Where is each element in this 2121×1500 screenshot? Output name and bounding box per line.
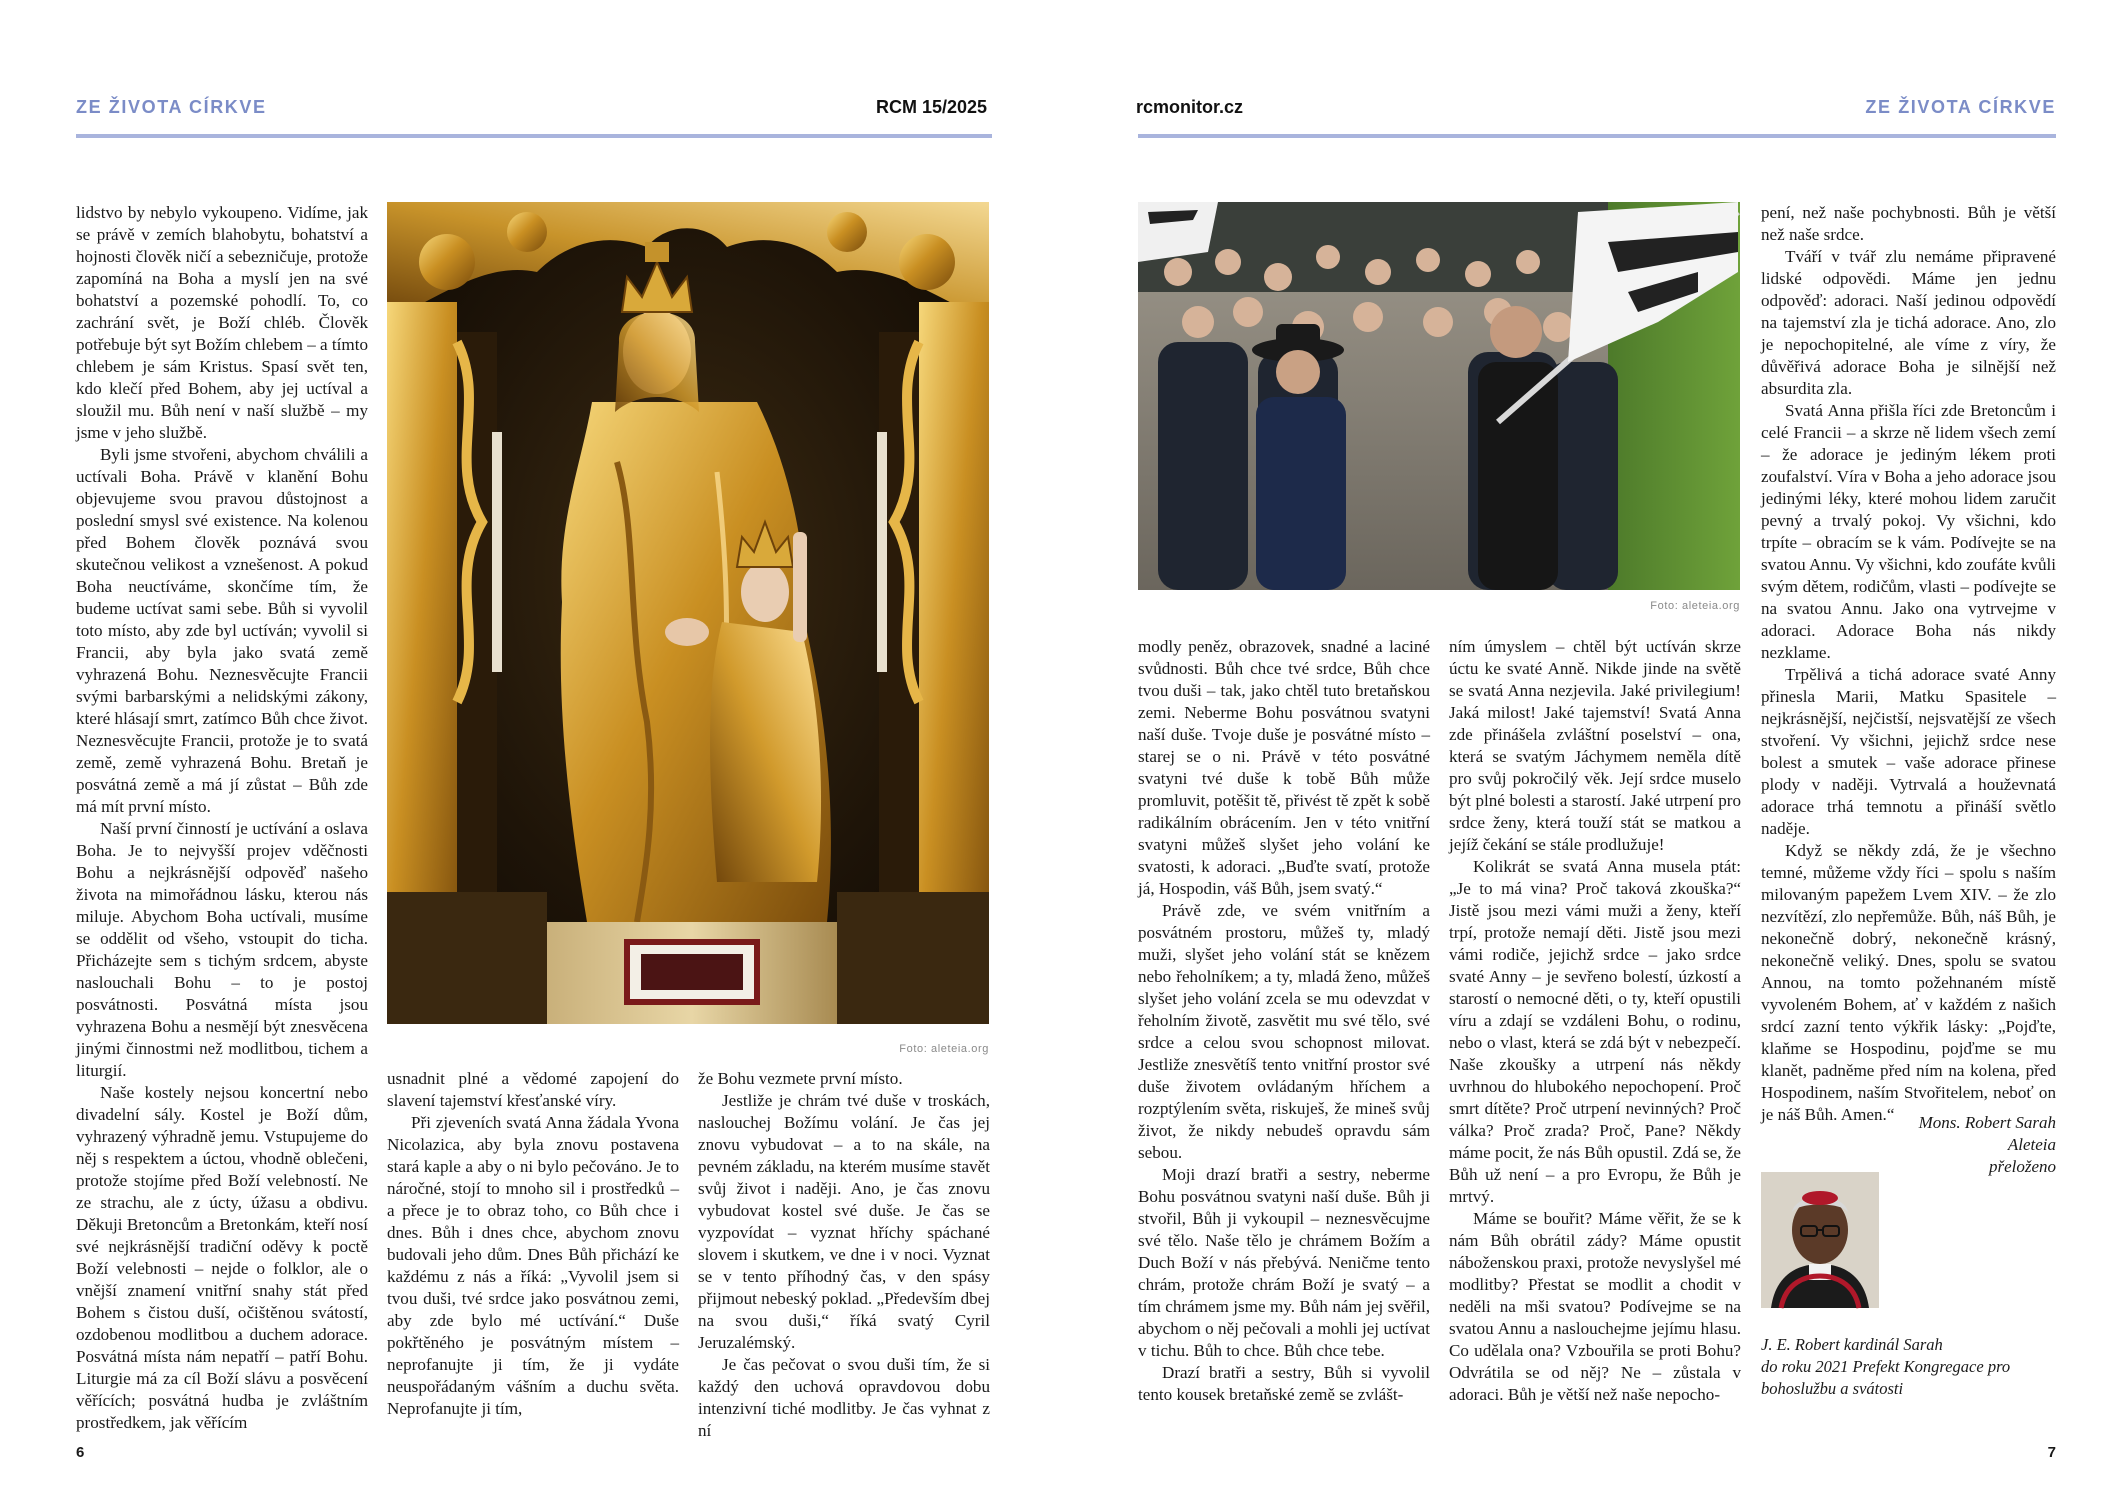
- statue-photo: [387, 202, 989, 1024]
- paragraph: Právě zde, ve svém vnitřním a posvátném prostoru, můžeš ty, mladý muži, slyšet jeho volání stát se knězem nebo řeholníkem; a ty, mladá ženo, můžeš slyšet jeho volání zcela se mu odevzdat v řeholním životě, zasvětit mu své tělo, své srdce a celou svou schopnost milovat. Jestliže znesvětíš tento vnitřní prostor své duše životem ovládaným hříchem a rozptýlením světa, riskuješ, že mineš svůj život, že nikdy nebudeš opravdu sám sebou.: [1138, 901, 1430, 1162]
- paragraph: Tváří v tvář zlu nemáme připravené lidské odpovědi. Máme jen jednu odpověď: adoraci. Naší jedinou odpovědí na tajemství zla je tichá adorace. Ano, zlo je nepochopitelné, ale víme z víry, že důvěřivá adorace Boha je silnější než absurdita zla.: [1761, 247, 2056, 398]
- signature-author: Mons. Robert Sarah: [1918, 1113, 2056, 1132]
- pilgrims-photo-illustration: [1138, 202, 1740, 590]
- header-rule-left: [76, 134, 992, 138]
- pilgrims-photo: [1138, 202, 1740, 590]
- author-portrait-illustration: [1761, 1172, 1879, 1308]
- paragraph: Moji drazí bratři a sestry, neberme Bohu posvátnou svatyni naší duše. Bůh ji stvořil, Bůh ji vykoupil – neznesvěcujme své tělo. Naše tělo je chrámem Božím a Duch Boží v nás přebývá. Neničme tento chrám, protože chrám Boží je svatý – a tím chrámem jsme my. Bůh nám jej svěřil, abychom o něj pečovali a mohli jej uctívat v tichu. Bůh to chce. Bůh chce tebe.: [1138, 1165, 1430, 1360]
- signature-source: Aleteia: [2007, 1135, 2056, 1154]
- section-title-left: ZE ŽIVOTA CÍRKVE: [76, 97, 267, 117]
- text-column-3: [698, 1068, 990, 1440]
- photo-credit-statue: Foto: aleteia.org: [899, 1043, 989, 1055]
- paragraph: Je čas pečovat o svou duši tím, že si každý den uchová opravdovou dobu intenzivní tiché modlitby. Je čas vyhnat z ní: [698, 1355, 990, 1440]
- paragraph: Když se někdy zdá, že je všechno temné, můžeme vždy říci – spolu s naším milovaným papežem Lvem XIV. – že zlo nezvítězí, zlo nepřemůže. Bůh, náš Bůh, je nekonečně dobrý, nekonečně krásný, nekonečně veliký. Dnes, spolu se svatou Annou, na tomto požehnaném místě vyvoleném Bohem, ať v každém z našich srdcí zazní tento výkřik lásky: „Pojďte, klaňme se Hospodinu, pojďme se mu klanět, padněme před ním na kolena, před Hospodinem, naším Stvořitelem, neboť on je náš Bůh. Amen.“: [1761, 841, 2056, 1124]
- paragraph: Máme se bouřit? Máme věřit, že se k nám Bůh obrátil zády? Máme opustit náboženskou praxi, protože nevyslyšel mé modlitby? Přestat se modlit a chodit v neděli na mši svatou? Podívejme se na svatou Annu a naslouchejme jejímu hlasu. Co udělala ona? Vzbouřila se proti Bohu? Odvrátila se od něj? Ne – zůstala v adoraci. Bůh je větší než naše nepocho-: [1449, 1209, 1741, 1404]
- paragraph: pení, než naše pochybnosti. Bůh je větší než naše srdce.: [1761, 203, 2056, 244]
- header-rule-right: [1138, 134, 2056, 138]
- text-column-1: [76, 202, 368, 1432]
- text-column-4: [1138, 636, 1430, 1404]
- paragraph: Naše kostely nejsou koncertní nebo divadelní sály. Kostel je Boží dům, vyhrazený výhradně jemu. Vstupujeme do něj s respektem a úctou, vhodně oblečeni, protože stojíme před Boží velebností. Ne ze strachu, ale z úcty, úžasu a obdivu. Děkuji Bretoncům a Bretonkám, kteří nosí své nejkrásnější tradiční oděvy k poctě Boží velebnosti – nejde o folklor, ale o vnější znamení vnitřní snahy stát před Bohem s čistou duší, očištěnou svátostí, ozdobenou modlitbou a duchem adorace. Posvátná místa nám nepatří – patří Bohu. Liturgie má za cíl Boží slávu a posvěcení věřících; posvátná hudba je zvláštním prostředkem, jak věřícím: [76, 1083, 368, 1432]
- text-column-2: [387, 1068, 679, 1418]
- statue-photo-illustration: [387, 202, 989, 1024]
- paragraph: Svatá Anna přišla říci zde Bretoncům i celé Francii – a skrze ně lidem všech zemí – že adorace je jediným lékem proti zoufalství. Víra v Boha a jeho adorace jsou jedinými léky, které mohou lidem zaručit pevný a trvalý pokoj. Vy všichni, kdo trpíte – obracím se k vám. Podívejte se na svatou Annu. Vy všichni, kdo zoufáte kvůli svým dětem, rodičům, vlasti – podívejte se na svatou Annu. Jako ona vytrvejme v adoraci. Adorace Boha nás nikdy nezklame.: [1761, 401, 2056, 662]
- page-number-left: 6: [76, 1444, 85, 1461]
- paragraph: Kolikrát se svatá Anna musela ptát: „Je to má vina? Proč taková zkouška?“ Jistě jsou mezi vámi muži a ženy, kteří trpí, protože nemají děti. Jistě jsou mezi vámi rodiče, jejichž srdce – jako srdce svaté Anny – je sevřeno bolestí, úzkostí a starostí o nemocné děti, o ty, kteří opustili víru a zdají se vzdáleni Bohu, o rodinu, nebo o vlast, která se zdá být v nebezpečí. Naše zkoušky a utrpení nás někdy uvrhnou do hlubokého nepochopení. Proč smrt dítěte? Proč utrpení nevinných? Proč válka? Proč zrada? Proč, Pane? Někdy máme pocit, že nás Bůh opustil. Zdá se, že Bůh už není – a pro Evropu, že Bůh je mrtvý.: [1449, 857, 1741, 1206]
- issue-label: RCM 15/2025: [876, 97, 988, 117]
- author-caption-line-2: do roku 2021 Prefekt Kongregace pro: [1761, 1357, 2011, 1376]
- website-label: rcmonitor.cz: [1136, 97, 1244, 117]
- paragraph: Byli jsme stvořeni, abychom chválili a uctívali Boha. Právě v klanění Bohu objevujeme svou pravou důstojnost a poslední smysl své existence. Na kolenou před Bohem člověk poznává svou skutečnou velikost a vznešenost. A pokud Boha neuctíváme, skončíme tím, že budeme uctívat sami sebe. Bůh si vyvolil toto místo, aby zde byl uctíván; vyvolil si Francii, aby byla jako svatá země vyhrazená Bohu. Neznesvěcujte Francii svými barbarskými a nelidskými zákony, které hlásají smrt, zatímco Bůh chce život. Neznesvěcujte Francii, protože je to svatá země, země vyhrazená Bohu. Bretaň je posvátná země a má jí zůstat – Bůh zde má mít první místo.: [76, 445, 368, 816]
- author-portrait: [1761, 1172, 1879, 1308]
- paragraph: usnadnit plné a vědomé zapojení do slavení tajemství křesťanské víry.: [387, 1069, 679, 1110]
- paragraph: Jestliže je chrám tvé duše v troskách, naslouchej Božímu volání. Je čas jej znovu vybudovat – a to na skále, na pevném základu, na kterém musíme stavět svůj život i naději. Ano, je čas znovu vybudovat kostel své duše. Je čas se vyzpovídat – vyznat hříchy spáchané slovem i skutkem, ve dne i v noci. Vyznat se v tento příhodný čas, v den spásy přijmout nebeský poklad. „Především dbej na svou duši,“ říká svatý Cyril Jeruzalémský.: [698, 1091, 990, 1352]
- paragraph: že Bohu vezmete první místo.: [698, 1069, 903, 1088]
- paragraph: modly peněz, obrazovek, snadné a laciné svůdnosti. Bůh chce tvé srdce, Bůh chce tvou duši – tak, jako chtěl tuto bretaňskou zemi. Neberme Bohu posvátnou svatyni naší duše. Tvoje duše je posvátné místo – starej se o ni. Právě v této posvátné svatyni tvé duše k tobě Bůh může promluvit, potěšit tě, přivést tě zpět k sobě radikálním obrácením. Jen v této vnitřní svatyni můžeš slyšet jeho volání ke svatosti, k adoraci. „Buďte svatí, protože já, Hospodin, váš Bůh, jsem svatý.“: [1138, 637, 1430, 898]
- page-number-right: 7: [2047, 1444, 2056, 1461]
- signature-note: přeloženo: [1988, 1157, 2056, 1176]
- author-caption-line-1: J. E. Robert kardinál Sarah: [1761, 1335, 1943, 1354]
- paragraph: Naší první činností je uctívání a oslava Boha. Je to nejvyšší projev vděčnosti Bohu a nejkrásnější odpověď našeho života na mimořádnou lásku, kterou nás miluje. Abychom Boha uctívali, musíme se oddělit od všeho, vstoupit do ticha. Přicházejte sem s tichým srdcem, abyste naslouchali Bohu – to je postoj posvátnosti. Posvátná místa jsou vyhrazena Bohu a nesmějí být znesvěcena jinými činnostmi než modlitbou, tichem a liturgií.: [76, 819, 368, 1080]
- paragraph: Při zjeveních svatá Anna žádala Yvona Nicolazica, aby byla znovu postavena stará kaple a aby o ni bylo pečováno. Je to náročné, stojí to mnoho sil i prostředků – a přece je to obraz toho, co Bůh chce i dnes. Bůh i dnes chce, abychom znovu budovali jeho dům. Dnes Bůh přichází ke každému z nás a říká: „Vyvolil jsem si tvou duši, tvé srdce jako posvátnou zemi, aby zde bylo mé uctívání.“ Duše pokřtěného je posvátným místem – neprofanujte ji tím, že ji vydáte neuspořádaným vášním a duchu světa. Neprofanujte ji tím,: [387, 1113, 679, 1418]
- paragraph: lidstvo by nebylo vykoupeno. Vidíme, jak se právě v zemích blahobytu, bohatství a hojnosti člověk ničí a sebezničuje, protože zapomíná na Boha a myslí jen na své bohatství a pozemské pohodlí. To, co zachrání svět, je Boží chléb. Člověk potřebuje být syt Božím chlebem – a tímto chlebem je sám Kristus. Spasí svět ten, kdo klečí před Bohem, aby jej uctíval a sloužil mu. Bůh není v naší službě – my jsme v jeho službě.: [76, 203, 368, 442]
- paragraph: Trpělivá a tichá adorace svaté Anny přinesla Marii, Matku Spasitele – nejkrásnější, nejčistší, nejsvatější ze všech stvoření. Vy všichni, jejichž srdce nese bolest a smutek – vaše adorace přinese plody v naději. Vytrvalá a houževnatá adorace trhá temnotu a přináší světlo naděje.: [1761, 665, 2056, 838]
- section-title-right: ZE ŽIVOTA CÍRKVE: [1865, 97, 2056, 117]
- text-column-5: [1449, 636, 1741, 1404]
- photo-credit-pilgrims: Foto: aleteia.org: [1650, 600, 1740, 612]
- paragraph: ním úmyslem – chtěl být uctíván skrze úctu ke svaté Anně. Nikde jinde na světě se svatá Anna nezjevila. Jaké privilegium! Jaká milost! Jaké tajemství! Svatá Anna zde přinášela zvláštní poselství – ona, která se svatým Jáchymem neměla dítě pro svůj pokročilý věk. Její srdce muselo být plné bolesti a starostí. Jaké utrpení pro srdce ženy, která touží stát se matkou a jejíž čekání se stále prodlužuje!: [1449, 637, 1741, 854]
- paragraph: Drazí bratři a sestry, Bůh si vyvolil tento kousek bretaňské země se zvlášt-: [1138, 1363, 1430, 1404]
- author-caption-line-3: bohoslužbu a svátosti: [1761, 1379, 1904, 1398]
